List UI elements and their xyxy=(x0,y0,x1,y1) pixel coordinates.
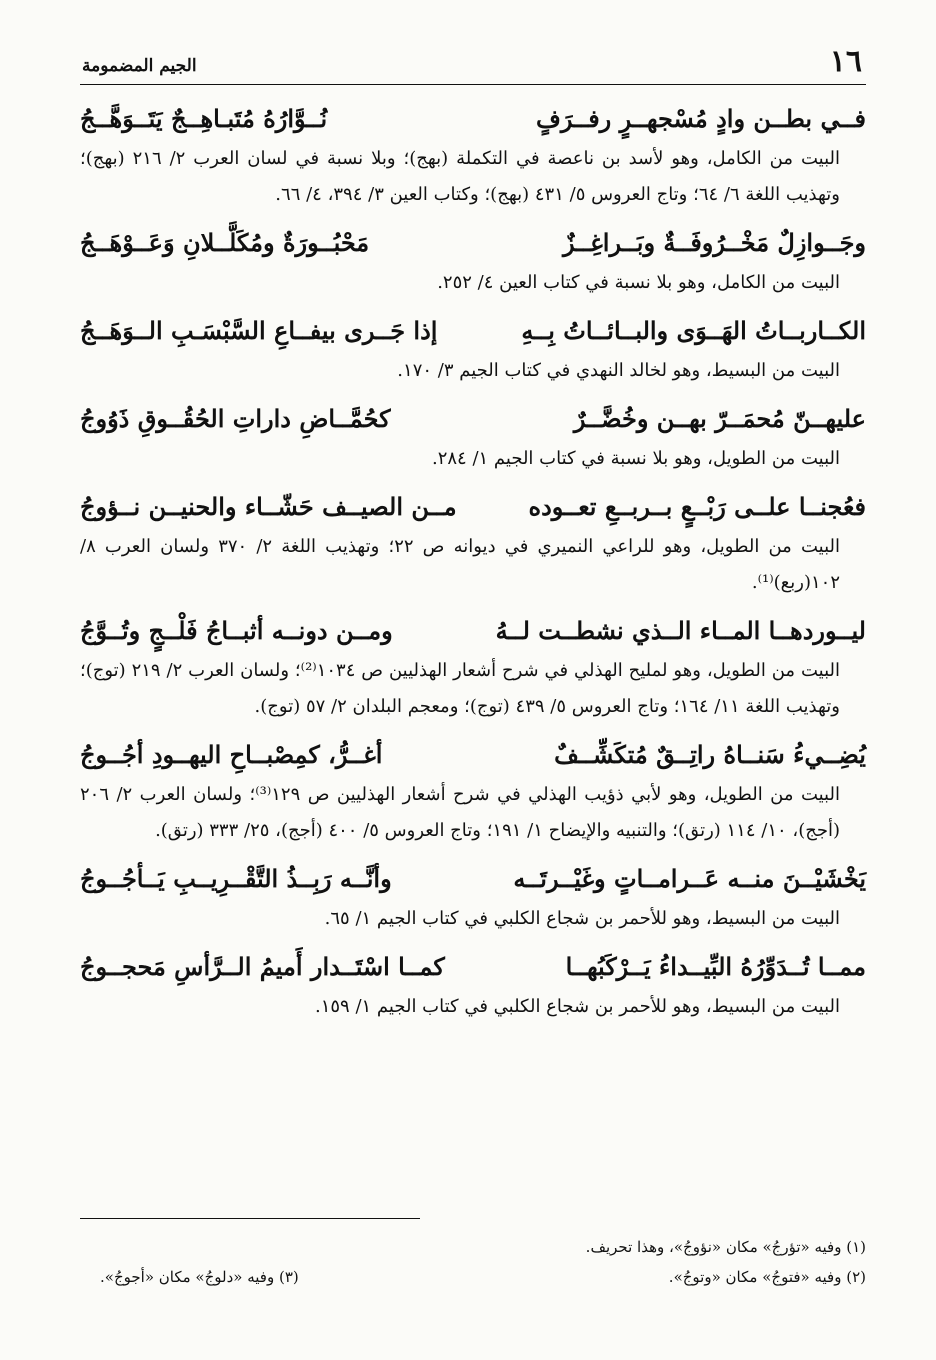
verse-line xyxy=(80,311,866,353)
verse-second-hemistich: نُــوَّارُهُ مُتَبـاهِــجٌ يَتَــوَهَّــجُ xyxy=(80,104,328,133)
page-number: ١٦ xyxy=(829,44,862,79)
verse-second-hemistich: كحُمَّــاضِ داراتِ الحُقُــوقِ ذَوُوجُ xyxy=(80,404,391,433)
verse-entry-4 xyxy=(80,399,866,477)
verse-entry-9 xyxy=(80,947,866,1025)
verse-commentary: البيت من الطويل، وهو للراعي النميري في ديوانه ص ٢٢؛ وتهذيب اللغة ٢/ ٣٧٠ ولسان العرب ٨/ ١٠٢(ربع)⁽¹⁾. xyxy=(80,536,840,593)
verse-line xyxy=(80,947,866,989)
verse-commentary: البيت من الكامل، وهو لأسد بن ناعصة في التكملة (بهج)؛ وبلا نسبة في لسان العرب ٢/ ٢١٦ (بهج)؛ وتهذيب اللغة ٦/ ٦٤؛ وتاج العروس ٥/ ٤٣١ (بهج)؛ وكتاب العين ٣/ ٣٩٤، ٤/ ٦٦. xyxy=(80,148,840,205)
verse-commentary: البيت من الكامل، وهو بلا نسبة في كتاب العين ٤/ ٢٥٢. xyxy=(437,272,840,293)
verse-second-hemistich: كمــا اسْتَــدار أَميمُ الــرَّأسِ مَحجــوجُ xyxy=(80,952,445,981)
verse-commentary: البيت من البسيط، وهو للأحمر بن شجاع الكلبي في كتاب الجيم ١/ ٦٥. xyxy=(324,908,840,929)
verse-entry-7 xyxy=(80,735,866,849)
verse-entry-5 xyxy=(80,487,866,601)
verse-second-hemistich: أغــرُّ، كمِصْبــاحِ اليهــودِ أجُــوجُ xyxy=(80,740,383,769)
verse-second-hemistich: مَحْبُــورَةٌ ومُكَلَّــلانِ وَعَــوْهَــجُ xyxy=(80,228,370,257)
verse-commentary: البيت من الطويل، وهو لأبي ذؤيب الهذلي في شرح أشعار الهذليين ص ١٢٩⁽³⁾؛ ولسان العرب ٢/ ٢٠٦ (أجج)، ١٠/ ١١٤ (رتق)؛ والتنبيه والإيضاح ١/ ١٩١؛ وتاج العروس ٥/ ٤٠٠ (أجج)، ٢٥/ ٣٣٣ (رتق). xyxy=(80,784,840,841)
verse-line xyxy=(80,487,866,529)
verse-commentary: البيت من الطويل، وهو بلا نسبة في كتاب الجيم ١/ ٢٨٤. xyxy=(431,448,840,469)
verse-first-hemistich: وجَــوازِلٌ مَخْــرُوفَــةٌ وبَــراغِــزٌ xyxy=(562,228,866,257)
page-header xyxy=(80,40,866,85)
footnote-3: (٣) وفيه «دلوجُ» مكان «أجوجُ». xyxy=(100,1268,299,1286)
running-title: الجيم المضمومة xyxy=(82,56,197,76)
page-body xyxy=(80,40,866,1035)
verse-entry-3 xyxy=(80,311,866,389)
verse-first-hemistich: الكــاربــاتُ الهَــوَى والبــائــاتُ بِــهِ xyxy=(521,316,866,345)
verse-entry-1 xyxy=(80,99,866,213)
verse-first-hemistich: يَخْشَيْــنَ منــه عَــرامــاتٍ وغَيْــرتَــه xyxy=(513,864,866,893)
verse-line xyxy=(80,735,866,777)
verse-first-hemistich: فــي بطــن وادٍ مُسْجهــرٍ رفــرَفٍ xyxy=(536,104,866,133)
verse-line xyxy=(80,611,866,653)
verse-line xyxy=(80,223,866,265)
footnotes xyxy=(80,1232,866,1292)
verse-line xyxy=(80,859,866,901)
verse-commentary: البيت من الطويل، وهو لمليح الهذلي في شرح أشعار الهذليين ص ١٠٣٤⁽²⁾؛ ولسان العرب ٢/ ٢١٩ (توج)؛ وتهذيب اللغة ١١/ ١٦٤؛ وتاج العروس ٥/ ٤٣٩ (توج)؛ ومعجم البلدان ٢/ ٥٧ (توج). xyxy=(80,660,840,717)
verse-second-hemistich: مــن الصيــف حَشّــاء والحنيــن نــؤوجُ xyxy=(80,492,457,521)
verse-second-hemistich: إذا جَــرى بيفــاعِ السَّبْسَـبِ الــوَهَــجُ xyxy=(80,316,438,345)
verse-commentary: البيت من البسيط، وهو لخالد النهدي في كتاب الجيم ٣/ ١٧٠. xyxy=(397,360,840,381)
verse-first-hemistich: يُضِــيءُ سَنــاهُ راتِــقٌ مُتكَشِّــفٌ xyxy=(554,740,866,769)
footnote-row xyxy=(80,1262,866,1292)
verse-second-hemistich: وأنَّــه رَبِــذُ التَّقْــرِيــبِ يَــأجُــوجُ xyxy=(80,864,392,893)
verse-line xyxy=(80,399,866,441)
verse-entry-8 xyxy=(80,859,866,937)
verse-first-hemistich: ليــوردهــا المــاء الــذي نشطــت لــهُ xyxy=(495,616,866,645)
verse-commentary: البيت من البسيط، وهو للأحمر بن شجاع الكلبي في كتاب الجيم ١/ ١٥٩. xyxy=(314,996,840,1017)
verse-first-hemistich: عليهــنّ مُحمَــرّ بهــن وخُضَّــرٌ xyxy=(573,404,866,433)
footnote-2: (٢) وفيه «فتوجُ» مكان «وتوجُ». xyxy=(668,1268,866,1286)
verse-first-hemistich: فعُجنــا علــى رَبْــعٍ بــربــعِ تعــوده xyxy=(528,492,866,521)
footnote-divider xyxy=(80,1218,420,1219)
verse-first-hemistich: ممــا تُــدَوِّرُهُ البِّيــداءُ يَــرْكَبُهــا xyxy=(565,952,866,981)
verse-second-hemistich: ومــن دونــه أثبــاجُ فَلْــجٍ وتُــوَّجُ xyxy=(80,616,393,645)
footnote-1: (١) وفيه «تؤرجُ» مكان «نؤوجُ»، وهذا تحريف. xyxy=(585,1238,866,1256)
verse-entry-2 xyxy=(80,223,866,301)
verse-entry-6 xyxy=(80,611,866,725)
footnote-row xyxy=(80,1232,866,1262)
verse-line xyxy=(80,99,866,141)
